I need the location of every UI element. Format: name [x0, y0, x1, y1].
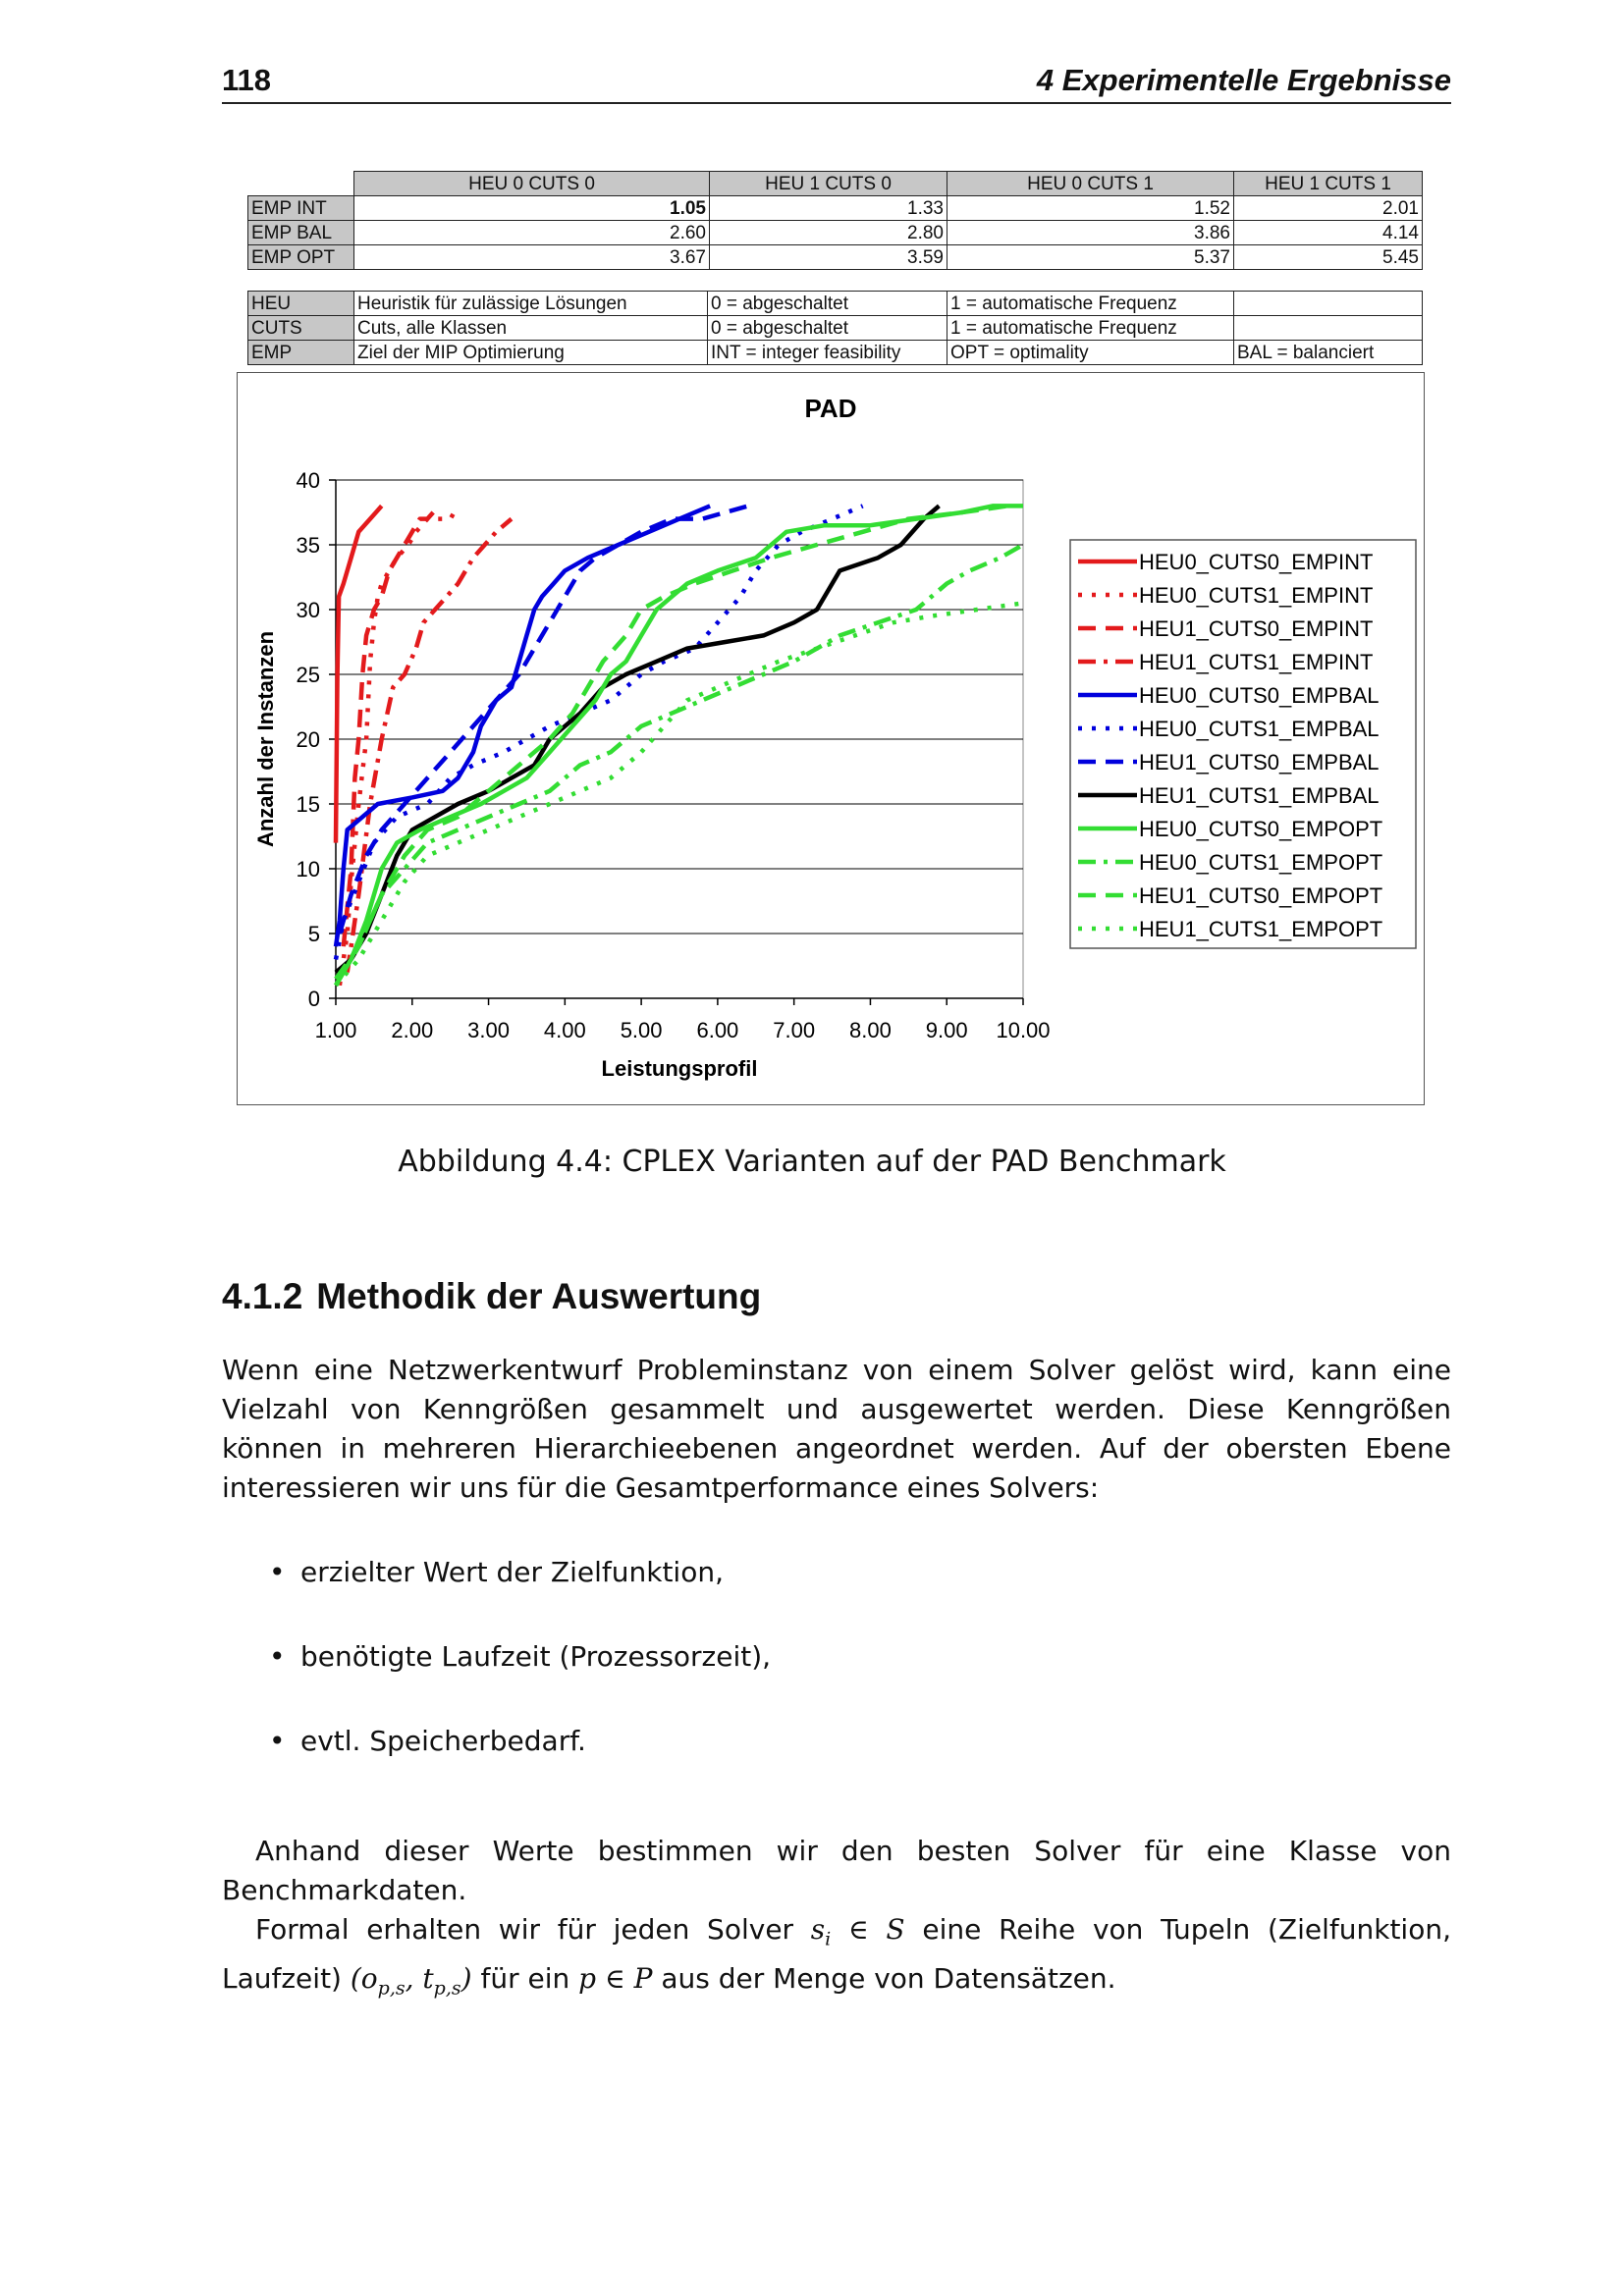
math-inline: ($o_{p,s}$, $t_{p,s}$) [350, 1961, 472, 2000]
table-row [248, 245, 1423, 270]
table-row [248, 316, 1423, 341]
table-cell: 0 = abgeschaltet [708, 316, 947, 341]
legend-label: HEU0_CUTS1_EMPOPT [1139, 850, 1383, 875]
table-cell: 2.01 [1234, 196, 1423, 221]
y-tick-label: 25 [296, 663, 320, 687]
paragraph-text: für ein [480, 1961, 570, 1995]
section-title: Methodik der Auswertung [316, 1276, 762, 1316]
chapter-title: 4 Experimentelle Ergebnisse [1036, 63, 1451, 97]
table-cell: OPT = optimality [947, 341, 1234, 365]
math-inline: $s_i$ ∈ S [810, 1913, 905, 1950]
x-tick-label: 9.00 [925, 1018, 968, 1042]
table-cell: 4.14 [1234, 221, 1423, 245]
table-row [248, 221, 1423, 245]
list-item [265, 1553, 771, 1637]
legend-label: HEU0_CUTS0_EMPBAL [1139, 683, 1380, 708]
section-number: 4.1.2 [222, 1276, 303, 1316]
table-corner-cell [248, 172, 354, 196]
paragraph-text: eine Reihe von Tupeln (Zielfunktion, Laufzeit) [222, 1913, 1451, 1995]
y-tick-label: 35 [296, 533, 320, 558]
table-row [248, 196, 1423, 221]
table-cell [1234, 316, 1423, 341]
y-tick-label: 15 [296, 792, 320, 817]
y-tick-label: 30 [296, 598, 320, 622]
math-inline: p ∈ P [578, 1961, 653, 1995]
table-cell: 0 = abgeschaltet [708, 292, 947, 316]
list-item [265, 1637, 771, 1722]
paragraph-text: Formal erhalten wir für jeden Solver [255, 1913, 794, 1946]
performance-profile-chart [237, 372, 1425, 1105]
bullet-icon: • [269, 1725, 286, 1757]
chart-title: PAD [804, 394, 857, 423]
x-tick-label: 7.00 [773, 1018, 816, 1042]
x-tick-label: 2.00 [391, 1018, 434, 1042]
legend-label: HEU1_CUTS1_EMPINT [1139, 650, 1374, 674]
table-cell: 1 = automatische Frequenz [947, 316, 1234, 341]
table-cell: 1.33 [710, 196, 947, 221]
legend-label: HEU1_CUTS0_EMPOPT [1139, 883, 1383, 908]
y-tick-label: 40 [296, 468, 320, 493]
column-header: HEU 0 CUTS 0 [354, 172, 710, 196]
y-tick-label: 20 [296, 727, 320, 752]
section-heading [222, 1276, 761, 1317]
row-label: EMP BAL [248, 221, 354, 245]
abbreviation-table [247, 291, 1423, 365]
bullet-icon: • [269, 1556, 286, 1588]
table-cell: Cuts, alle Klassen [354, 316, 708, 341]
y-tick-label: 10 [296, 857, 320, 881]
table-cell: 3.86 [947, 221, 1234, 245]
bullet-icon: • [269, 1640, 286, 1673]
table-row [248, 341, 1423, 365]
column-header: HEU 1 CUTS 1 [1234, 172, 1423, 196]
paragraph-text: aus der Menge von Datensätzen. [661, 1961, 1116, 1995]
paragraph [222, 1910, 1451, 2007]
x-tick-label: 3.00 [467, 1018, 510, 1042]
legend-label: HEU0_CUTS0_EMPINT [1139, 550, 1374, 574]
table-cell: 1.05 [354, 196, 710, 221]
table-cell: Heuristik für zulässige Lösungen [354, 292, 708, 316]
x-tick-label: 5.00 [620, 1018, 663, 1042]
x-axis-label: Leistungsprofil [601, 1056, 758, 1081]
table-row [248, 292, 1423, 316]
list-item [265, 1722, 771, 1806]
table-cell: 2.80 [710, 221, 947, 245]
legend-label: HEU0_CUTS0_EMPOPT [1139, 817, 1383, 841]
column-header: HEU 0 CUTS 1 [947, 172, 1234, 196]
bullet-list [265, 1553, 771, 1806]
x-tick-label: 4.00 [543, 1018, 586, 1042]
y-tick-label: 5 [307, 922, 320, 946]
x-tick-label: 1.00 [314, 1018, 357, 1042]
running-header [222, 63, 1451, 104]
figure-caption: Abbildung 4.4: CPLEX Varianten auf der PAD Benchmark [398, 1145, 1226, 1179]
legend-label: HEU1_CUTS0_EMPINT [1139, 616, 1374, 641]
abbreviation-cell: CUTS [248, 316, 354, 341]
row-label: EMP OPT [248, 245, 354, 270]
legend-label: HEU1_CUTS0_EMPBAL [1139, 750, 1380, 774]
abbreviation-cell: HEU [248, 292, 354, 316]
list-item-text: erzielter Wert der Zielfunktion, [300, 1556, 724, 1588]
table-cell: Ziel der MIP Optimierung [354, 341, 708, 365]
paragraph: Anhand dieser Werte bestimmen wir den besten Solver für eine Klasse von Benchmarkdaten. [222, 1835, 1451, 1906]
abbreviation-cell: EMP [248, 341, 354, 365]
row-label: EMP INT [248, 196, 354, 221]
table-cell: 2.60 [354, 221, 710, 245]
table-cell: 1 = automatische Frequenz [947, 292, 1234, 316]
table-header-row [248, 172, 1423, 196]
table-cell: 5.45 [1234, 245, 1423, 270]
page-number: 118 [222, 63, 272, 97]
column-header: HEU 1 CUTS 0 [710, 172, 947, 196]
list-item-text: evtl. Speicherbedarf. [300, 1725, 586, 1757]
table-cell: 3.67 [354, 245, 710, 270]
x-tick-label: 10.00 [996, 1018, 1051, 1042]
legend-label: HEU0_CUTS1_EMPINT [1139, 583, 1374, 608]
table-cell: 1.52 [947, 196, 1234, 221]
legend-label: HEU1_CUTS1_EMPBAL [1139, 783, 1380, 808]
y-tick-label: 0 [307, 987, 320, 1011]
x-tick-label: 6.00 [696, 1018, 739, 1042]
paragraph: Wenn eine Netzwerkentwurf Probleminstanz von einem Solver gelöst wird, kann eine Vielzahl von Kenngrößen gesammelt und ausgewertet werden. Diese Kenngrößen können in mehreren Hierarchieebenen angeordnet werden. Auf der obersten Ebene interessieren wir uns für die Gesamtperformance eines Solvers: [222, 1354, 1451, 1504]
list-item-text: benötigte Laufzeit (Prozessorzeit), [300, 1640, 772, 1673]
table-cell: 5.37 [947, 245, 1234, 270]
x-tick-label: 8.00 [849, 1018, 892, 1042]
table-cell: BAL = balanciert [1234, 341, 1423, 365]
legend-label: HEU0_CUTS1_EMPBAL [1139, 717, 1380, 741]
results-table [247, 171, 1423, 270]
table-cell: 3.59 [710, 245, 947, 270]
y-axis-label: Anzahl der Instanzen [253, 630, 278, 848]
table-cell [1234, 292, 1423, 316]
legend-label: HEU1_CUTS1_EMPOPT [1139, 917, 1383, 941]
table-cell: INT = integer feasibility [708, 341, 947, 365]
chart-canvas [238, 373, 1424, 1104]
